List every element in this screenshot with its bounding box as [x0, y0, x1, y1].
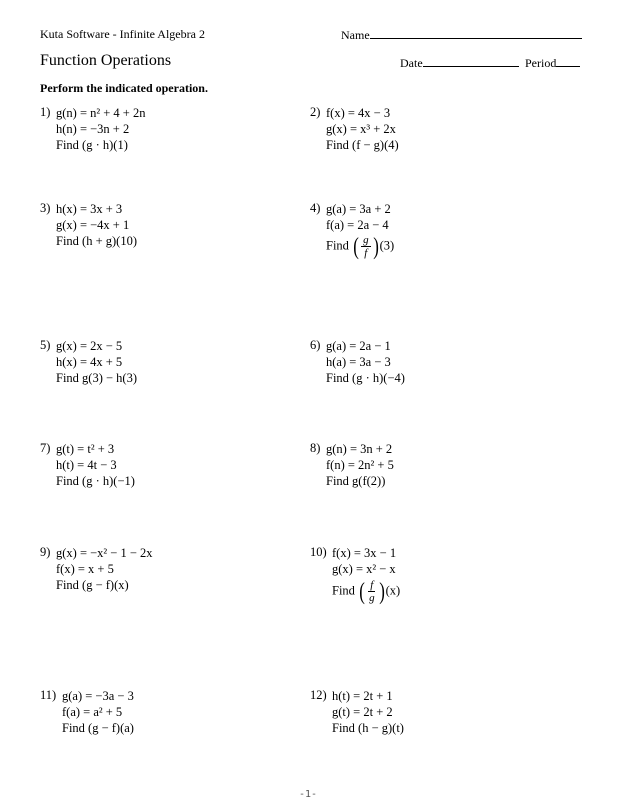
problem-number: 4): [310, 201, 321, 215]
problem-line-1: g(x) = 2x − 5: [56, 339, 123, 353]
problem-line-2: f(a) = 2a − 4: [326, 218, 389, 232]
problem-number: 6): [310, 338, 321, 352]
paren-close: ): [378, 578, 385, 605]
problem-number: 9): [40, 545, 51, 559]
problem-find: Find (h − g)(t): [332, 721, 404, 735]
date-field[interactable]: [400, 55, 519, 71]
problem-find: [326, 234, 394, 259]
problem-line-1: h(t) = 2t + 1: [332, 689, 393, 703]
name-field[interactable]: [341, 27, 582, 43]
problem-line-2: g(x) = −4x + 1: [56, 218, 130, 232]
problem-find: Find (g − f)(a): [62, 721, 134, 735]
problem-line-2: f(n) = 2n² + 5: [326, 458, 394, 472]
problem-line-1: h(x) = 3x + 3: [56, 202, 123, 216]
date-blank[interactable]: [423, 55, 519, 67]
period-blank[interactable]: [556, 55, 580, 67]
page-title: Function Operations: [40, 52, 172, 69]
problem-line-2: g(x) = x³ + 2x: [326, 122, 396, 136]
paren-open: (: [359, 578, 365, 605]
problem-line-1: f(x) = 4x − 3: [326, 106, 391, 120]
problem-line-2: h(n) = −3n + 2: [56, 122, 130, 136]
find-suffix: (3): [379, 238, 395, 253]
problem-find: Find (g − f)(x): [56, 578, 129, 592]
problem-number: 1): [40, 105, 51, 119]
problem-number: 10): [310, 545, 327, 559]
problem-find: Find (g · h)(−1): [56, 474, 135, 488]
problem-find: Find (f − g)(4): [326, 138, 399, 152]
problem-find: Find g(3) − h(3): [56, 371, 137, 385]
problem-find: Find (g · h)(1): [56, 138, 128, 152]
problem-find: Find g(f(2)): [326, 474, 386, 488]
fraction: [361, 234, 371, 259]
problem-line-1: g(a) = −3a − 3: [62, 689, 134, 703]
problem-number: 7): [40, 441, 51, 455]
problem-line-2: h(a) = 3a − 3: [326, 355, 391, 369]
problem-line-2: f(x) = x + 5: [56, 562, 114, 576]
find-suffix: (x): [385, 583, 401, 598]
software-label: Kuta Software - Infinite Algebra 2: [40, 27, 205, 41]
problem-line-1: g(a) = 2a − 1: [326, 339, 391, 353]
find-prefix: Find: [332, 583, 355, 598]
fraction: [367, 579, 377, 604]
problem-line-1: g(a) = 3a + 2: [326, 202, 391, 216]
problem-line-2: h(x) = 4x + 5: [56, 355, 123, 369]
period-label: Period: [525, 56, 557, 70]
name-blank[interactable]: [370, 27, 582, 39]
fraction-numerator: f: [370, 579, 374, 591]
problem-number: 8): [310, 441, 321, 455]
problem-number: 12): [310, 688, 327, 702]
problem-line-1: g(n) = n² + 4 + 2n: [56, 106, 146, 120]
fraction-denominator: g: [369, 592, 375, 604]
problem-find: Find (h + g)(10): [56, 234, 137, 248]
problem-line-1: g(t) = t² + 3: [56, 442, 115, 456]
problem-number: 2): [310, 105, 321, 119]
name-label: Name: [341, 28, 370, 42]
problem-line-2: f(a) = a² + 5: [62, 705, 123, 719]
paren-open: (: [353, 233, 359, 260]
problem-line-1: g(x) = −x² − 1 − 2x: [56, 546, 153, 560]
instruction: Perform the indicated operation.: [40, 81, 208, 95]
problem-find: [332, 579, 400, 604]
date-label: Date: [400, 56, 423, 70]
problem-line-2: h(t) = 4t − 3: [56, 458, 117, 472]
paren-close: ): [372, 233, 379, 260]
problem-line-1: f(x) = 3x − 1: [332, 546, 397, 560]
problem-number: 3): [40, 201, 51, 215]
problem-number: 5): [40, 338, 51, 352]
page-number: -1-: [299, 789, 318, 800]
problem-line-2: g(t) = 2t + 2: [332, 705, 393, 719]
fraction-denominator: f: [364, 247, 368, 259]
problem-line-2: g(x) = x² − x: [332, 562, 396, 576]
problem-number: 11): [40, 688, 57, 702]
fraction-numerator: g: [363, 234, 369, 246]
find-prefix: Find: [326, 238, 349, 253]
problem-line-1: g(n) = 3n + 2: [326, 442, 393, 456]
period-field[interactable]: [525, 55, 580, 71]
problem-find: Find (g · h)(−4): [326, 371, 405, 385]
